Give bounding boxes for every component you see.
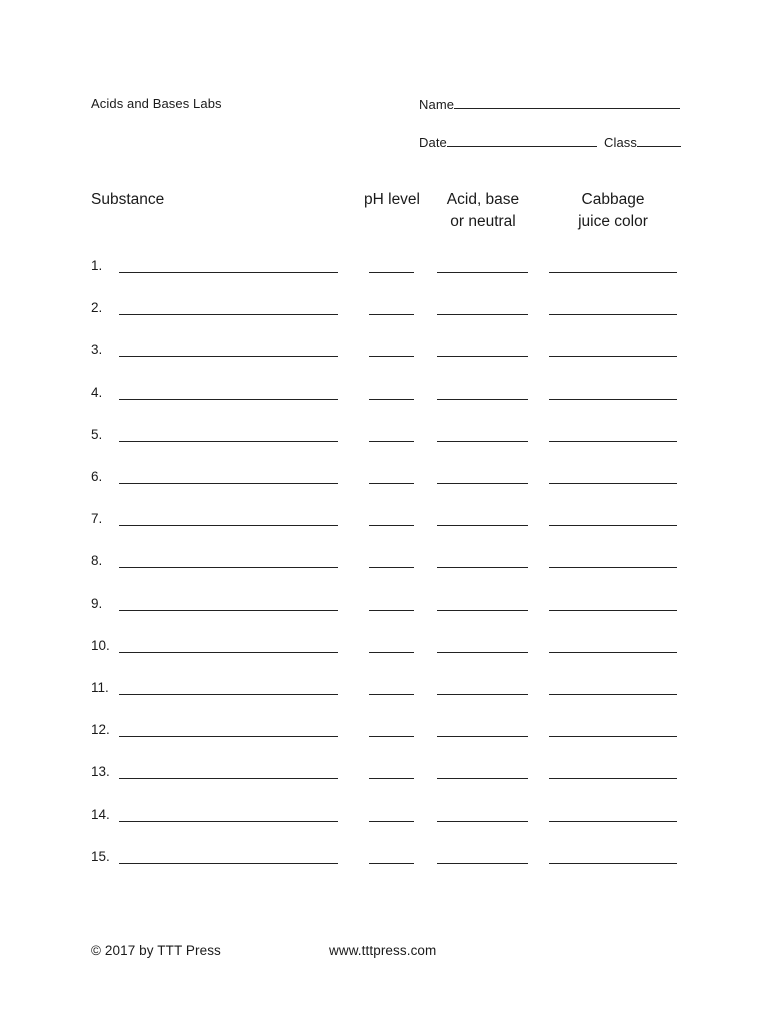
ph-level-blank[interactable] [369,525,414,526]
name-blank[interactable] [454,96,680,109]
acid-base-blank[interactable] [437,652,528,653]
class-label: Class [604,135,638,150]
cabbage-color-blank[interactable] [549,567,677,568]
cabbage-color-blank[interactable] [549,778,677,779]
substance-blank[interactable] [119,441,338,442]
acid-base-blank[interactable] [437,863,528,864]
ph-level-blank[interactable] [369,694,414,695]
substance-blank[interactable] [119,736,338,737]
class-field[interactable] [604,134,681,150]
substance-blank[interactable] [119,610,338,611]
acid-base-blank[interactable] [437,694,528,695]
ph-level-blank[interactable] [369,652,414,653]
date-field[interactable] [419,134,597,150]
substance-blank[interactable] [119,399,338,400]
cabbage-color-blank[interactable] [549,736,677,737]
ph-level-blank[interactable] [369,483,414,484]
cabbage-color-blank[interactable] [549,356,677,357]
cabbage-color-blank[interactable] [549,863,677,864]
substance-blank[interactable] [119,863,338,864]
acid-base-blank[interactable] [437,567,528,568]
substance-blank[interactable] [119,525,338,526]
name-field[interactable] [419,96,680,112]
row-number: 6. [91,469,103,484]
ph-level-blank[interactable] [369,356,414,357]
ph-level-blank[interactable] [369,399,414,400]
ph-level-blank[interactable] [369,863,414,864]
row-number: 7. [91,511,103,526]
date-blank[interactable] [447,134,597,147]
ph-level-blank[interactable] [369,272,414,273]
row-number: 8. [91,553,103,568]
cabbage-color-blank[interactable] [549,483,677,484]
cabbage-color-blank[interactable] [549,314,677,315]
ph-level-column-header: pH level [364,191,420,208]
acid-base-blank[interactable] [437,272,528,273]
cabbage-header-line2: juice color [578,213,648,230]
ph-level-blank[interactable] [369,567,414,568]
date-label: Date [419,135,447,150]
cabbage-color-blank[interactable] [549,694,677,695]
substance-blank[interactable] [119,694,338,695]
row-number: 14. [91,807,110,822]
ph-level-blank[interactable] [369,736,414,737]
ph-level-blank[interactable] [369,821,414,822]
acid-base-blank[interactable] [437,821,528,822]
cabbage-color-blank[interactable] [549,399,677,400]
substance-blank[interactable] [119,483,338,484]
row-number: 3. [91,342,103,357]
class-blank[interactable] [637,134,681,147]
substance-blank[interactable] [119,821,338,822]
copyright-notice: © 2017 by TTT Press [91,943,221,958]
substance-blank[interactable] [119,356,338,357]
acid-base-column-header [430,189,536,233]
row-number: 12. [91,722,110,737]
substance-column-header: Substance [91,191,165,208]
acid-base-header-line1: Acid, base [446,191,520,208]
acid-base-blank[interactable] [437,356,528,357]
ph-level-blank[interactable] [369,778,414,779]
substance-blank[interactable] [119,567,338,568]
website-link[interactable]: www.tttpress.com [329,943,437,958]
ph-level-blank[interactable] [369,610,414,611]
row-number: 15. [91,849,110,864]
row-number: 13. [91,764,110,779]
row-number: 2. [91,300,103,315]
substance-blank[interactable] [119,652,338,653]
acid-base-blank[interactable] [437,610,528,611]
row-number: 5. [91,427,103,442]
row-number: 1. [91,258,103,273]
acid-base-blank[interactable] [437,778,528,779]
cabbage-color-column-header [555,189,671,233]
acid-base-blank[interactable] [437,441,528,442]
acid-base-blank[interactable] [437,399,528,400]
row-number: 11. [91,680,109,695]
row-number: 4. [91,385,103,400]
substance-blank[interactable] [119,272,338,273]
cabbage-header-line1: Cabbage [581,191,645,208]
cabbage-color-blank[interactable] [549,652,677,653]
worksheet-title: Acids and Bases Labs [91,96,222,111]
acid-base-header-line2: or neutral [450,213,516,230]
cabbage-color-blank[interactable] [549,272,677,273]
row-number: 10. [91,638,110,653]
ph-level-blank[interactable] [369,441,414,442]
row-number: 9. [91,596,103,611]
acid-base-blank[interactable] [437,314,528,315]
name-label: Name [419,97,455,112]
acid-base-blank[interactable] [437,483,528,484]
cabbage-color-blank[interactable] [549,821,677,822]
cabbage-color-blank[interactable] [549,441,677,442]
ph-level-blank[interactable] [369,314,414,315]
acid-base-blank[interactable] [437,525,528,526]
substance-blank[interactable] [119,778,338,779]
acid-base-blank[interactable] [437,736,528,737]
cabbage-color-blank[interactable] [549,525,677,526]
cabbage-color-blank[interactable] [549,610,677,611]
substance-blank[interactable] [119,314,338,315]
